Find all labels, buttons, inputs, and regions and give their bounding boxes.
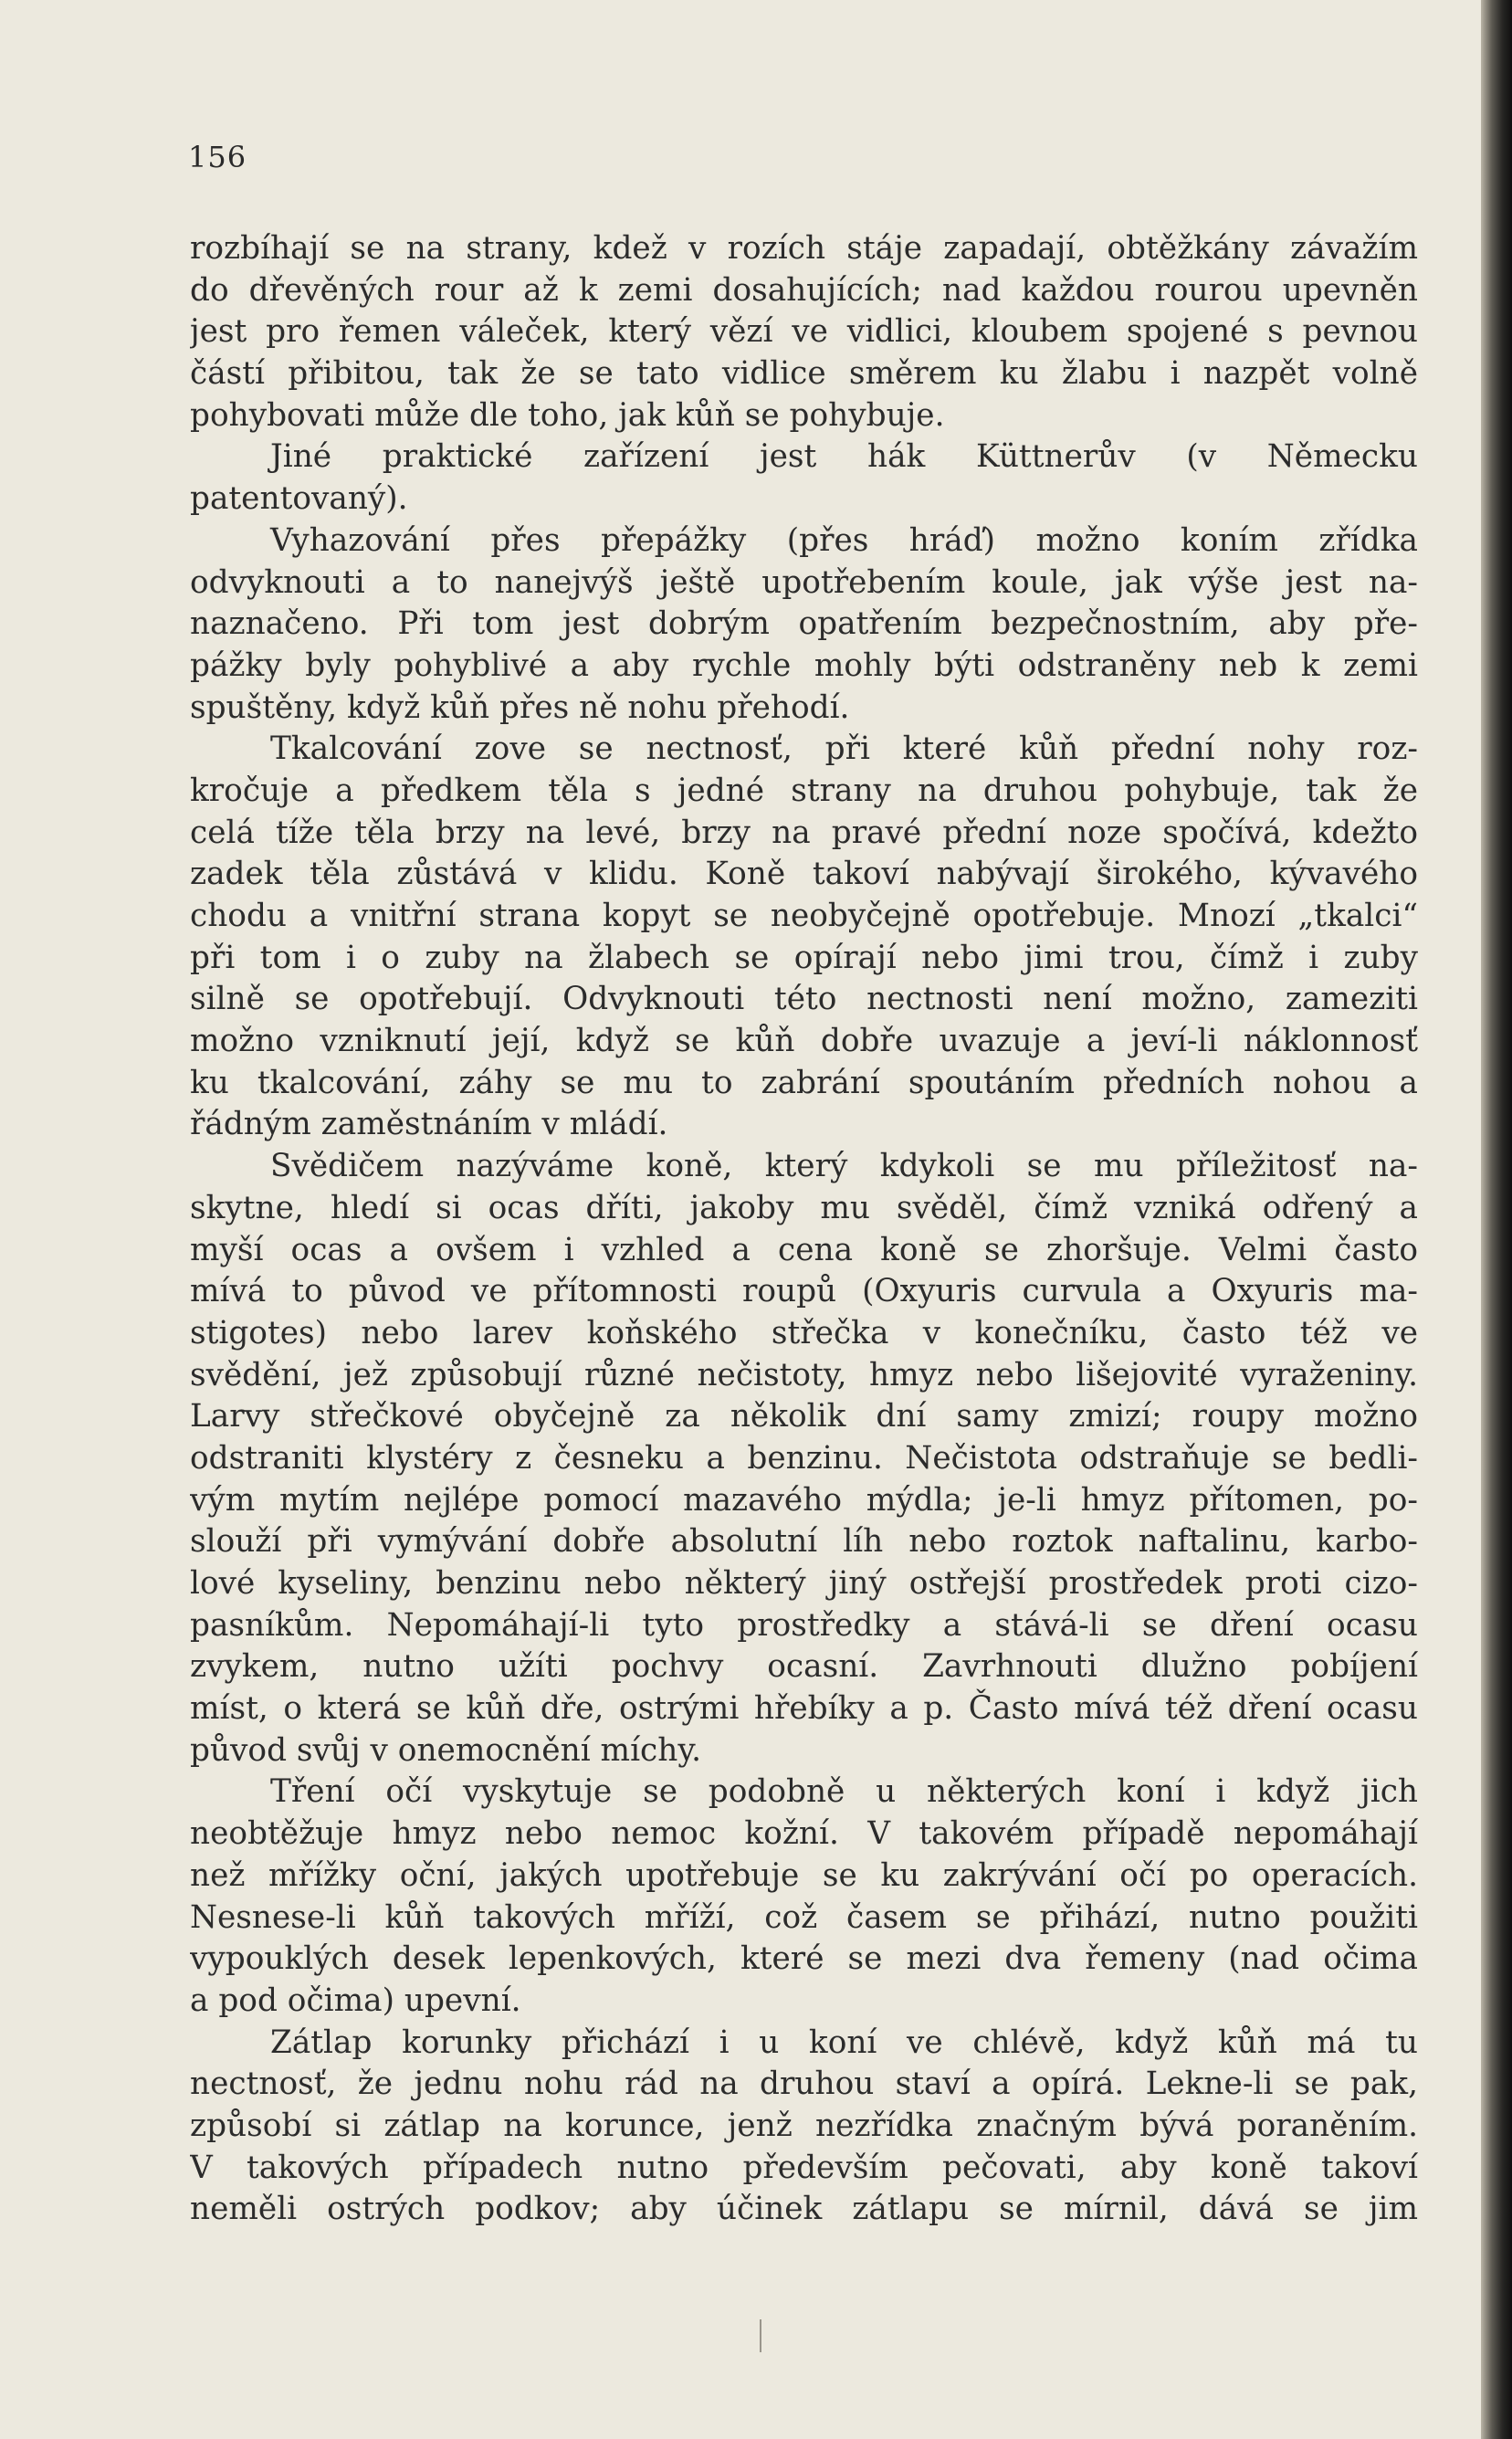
text-line: Larvy střečkové obyčejně za několik dní samy zmizí; roupy možno: [190, 1398, 1418, 1435]
text-line: chodu a vnitřní strana kopyt se neobyčejně opotřebuje. Mnozí „tkalci“: [190, 898, 1418, 934]
text-line: do dřevěných rour až k zemi dosahujících; nad každou rourou upevněn: [190, 271, 1418, 309]
text-line: stigotes) nebo larev koňského střečka v konečníku, často též ve: [190, 1314, 1418, 1351]
text-line: Svědičem nazýváme koně, který kdykoli se mu příležitosť na-: [270, 1148, 1418, 1185]
text-line: než mřížky oční, jakých upotřebuje se ku zakrývání očí po operacích.: [190, 1856, 1418, 1894]
text-line: možno vzniknutí její, když se kůň dobře uvazuje a jeví-li náklonnosť: [190, 1023, 1418, 1060]
body-text: [190, 228, 1418, 2231]
text-line: vypouklých desek lepenkových, které se mezi dva řemeny (nad očima: [190, 1940, 1418, 1978]
text-line: kročuje a předkem těla s jedné strany na druhou pohybuje, tak že: [190, 772, 1418, 809]
print-mark: [760, 2319, 761, 2352]
text-line: částí přibitou, tak že se tato vidlice směrem ku žlabu i nazpět volně: [190, 355, 1418, 393]
text-line: Zátlap korunky přichází i u koní ve chlévě, když kůň má tu: [270, 2024, 1418, 2061]
text-line: pážky byly pohyblivé a aby rychle mohly býti odstraněny neb k zemi: [190, 647, 1418, 684]
page-binding-edge: [1481, 0, 1512, 2439]
text-line: způsobí si zátlap na korunce, jenž nezřídka značným bývá poraněním.: [190, 2107, 1418, 2144]
text-line: Tření očí vyskytuje se podobně u některých koní i když jich: [270, 1773, 1418, 1811]
text-line: pasníkům. Nepomáhají-li tyto prostředky a stává-li se dření ocasu: [190, 1606, 1418, 1644]
text-line: V takových případech nutno především pečovati, aby koně takoví: [190, 2149, 1418, 2186]
text-line: neměli ostrých podkov; aby účinek zátlapu se mírnil, dává se jim: [190, 2191, 1418, 2228]
text-line: původ svůj v onemocnění míchy.: [190, 1731, 702, 1769]
text-line: neobtěžuje hmyz nebo nemoc kožní. V takovém případě nepomáhají: [190, 1815, 1418, 1853]
text-line: pohybovati může dle toho, jak kůň se pohybuje.: [190, 396, 945, 434]
page-number: 156: [188, 140, 247, 174]
text-line: lové kyseliny, benzinu nebo některý jiný ostřejší prostředek proti cizo-: [190, 1565, 1418, 1602]
text-line: naznačeno. Při tom jest dobrým opatřením bezpečnostním, aby pře-: [190, 605, 1418, 643]
text-line: odvyknouti a to nanejvýš ještě upotřebením koule, jak výše jest na-: [190, 563, 1418, 601]
text-line: spuštěny, když kůň přes ně nohu přehodí.: [190, 689, 850, 726]
text-line: Vyhazování přes přepážky (přes hráď) možno koním zřídka: [270, 521, 1418, 559]
text-line: celá tíže těla brzy na levé, brzy na pravé přední noze spočívá, kdežto: [190, 814, 1418, 851]
text-line: myší ocas a ovšem i vzhled a cena koně se zhoršuje. Velmi často: [190, 1231, 1418, 1268]
text-line: patentovaný).: [190, 480, 408, 518]
text-line: svědění, jež způsobují různé nečistoty, hmyz nebo lišejovité vyraženiny.: [190, 1356, 1418, 1393]
text-line: zadek těla zůstává v klidu. Koně takoví nabývají širokého, kývavého: [190, 856, 1418, 893]
text-line: slouží při vymývání dobře absolutní líh nebo roztok naftalinu, karbo-: [190, 1523, 1418, 1561]
text-line: mívá to původ ve přítomnosti roupů (Oxyuris curvula a Oxyuris ma-: [190, 1273, 1418, 1310]
text-line: vým mytím nejlépe pomocí mazavého mýdla; je-li hmyz přítomen, po-: [190, 1481, 1418, 1519]
text-line: Tkalcování zove se nectnosť, při které kůň přední nohy roz-: [270, 731, 1418, 768]
text-line: zvykem, nutno užíti pochvy ocasní. Zavrhnouti dlužno pobíjení: [190, 1648, 1418, 1686]
text-line: silně se opotřebují. Odvyknouti této nectnosti není možno, zameziti: [190, 981, 1418, 1018]
text-line: a pod očima) upevní.: [190, 1982, 521, 2019]
text-line: ku tkalcování, záhy se mu to zabrání spoutáním předních nohou a: [190, 1064, 1418, 1101]
text-line: jest pro řemen váleček, který vězí ve vidlici, kloubem spojené s pevnou: [190, 313, 1418, 351]
text-line: rozbíhají se na strany, kdež v rozích stáje zapadají, obtěžkány závažím: [190, 230, 1418, 267]
text-line: při tom i o zuby na žlabech se opírají nebo jimi trou, čímž i zuby: [190, 939, 1418, 976]
text-line: Jiné praktické zařízení jest hák Küttnerův (v Německu: [270, 438, 1418, 476]
text-line: řádným zaměstnáním v mládí.: [190, 1106, 668, 1143]
text-line: odstraniti klystéry z česneku a benzinu. Nečistota odstraňuje se bedli-: [190, 1439, 1418, 1477]
text-line: skytne, hledí si ocas dříti, jakoby mu svěděl, čímž vzniká odřený a: [190, 1189, 1418, 1226]
text-line: míst, o která se kůň dře, ostrými hřebíky a p. Často mívá též dření ocasu: [190, 1690, 1418, 1728]
text-line: nectnosť, že jednu nohu rád na druhou staví a opírá. Lekne-li se pak,: [190, 2066, 1418, 2103]
text-line: Nesnese-li kůň takových mříží, což časem se přihází, nutno použiti: [190, 1898, 1418, 1936]
